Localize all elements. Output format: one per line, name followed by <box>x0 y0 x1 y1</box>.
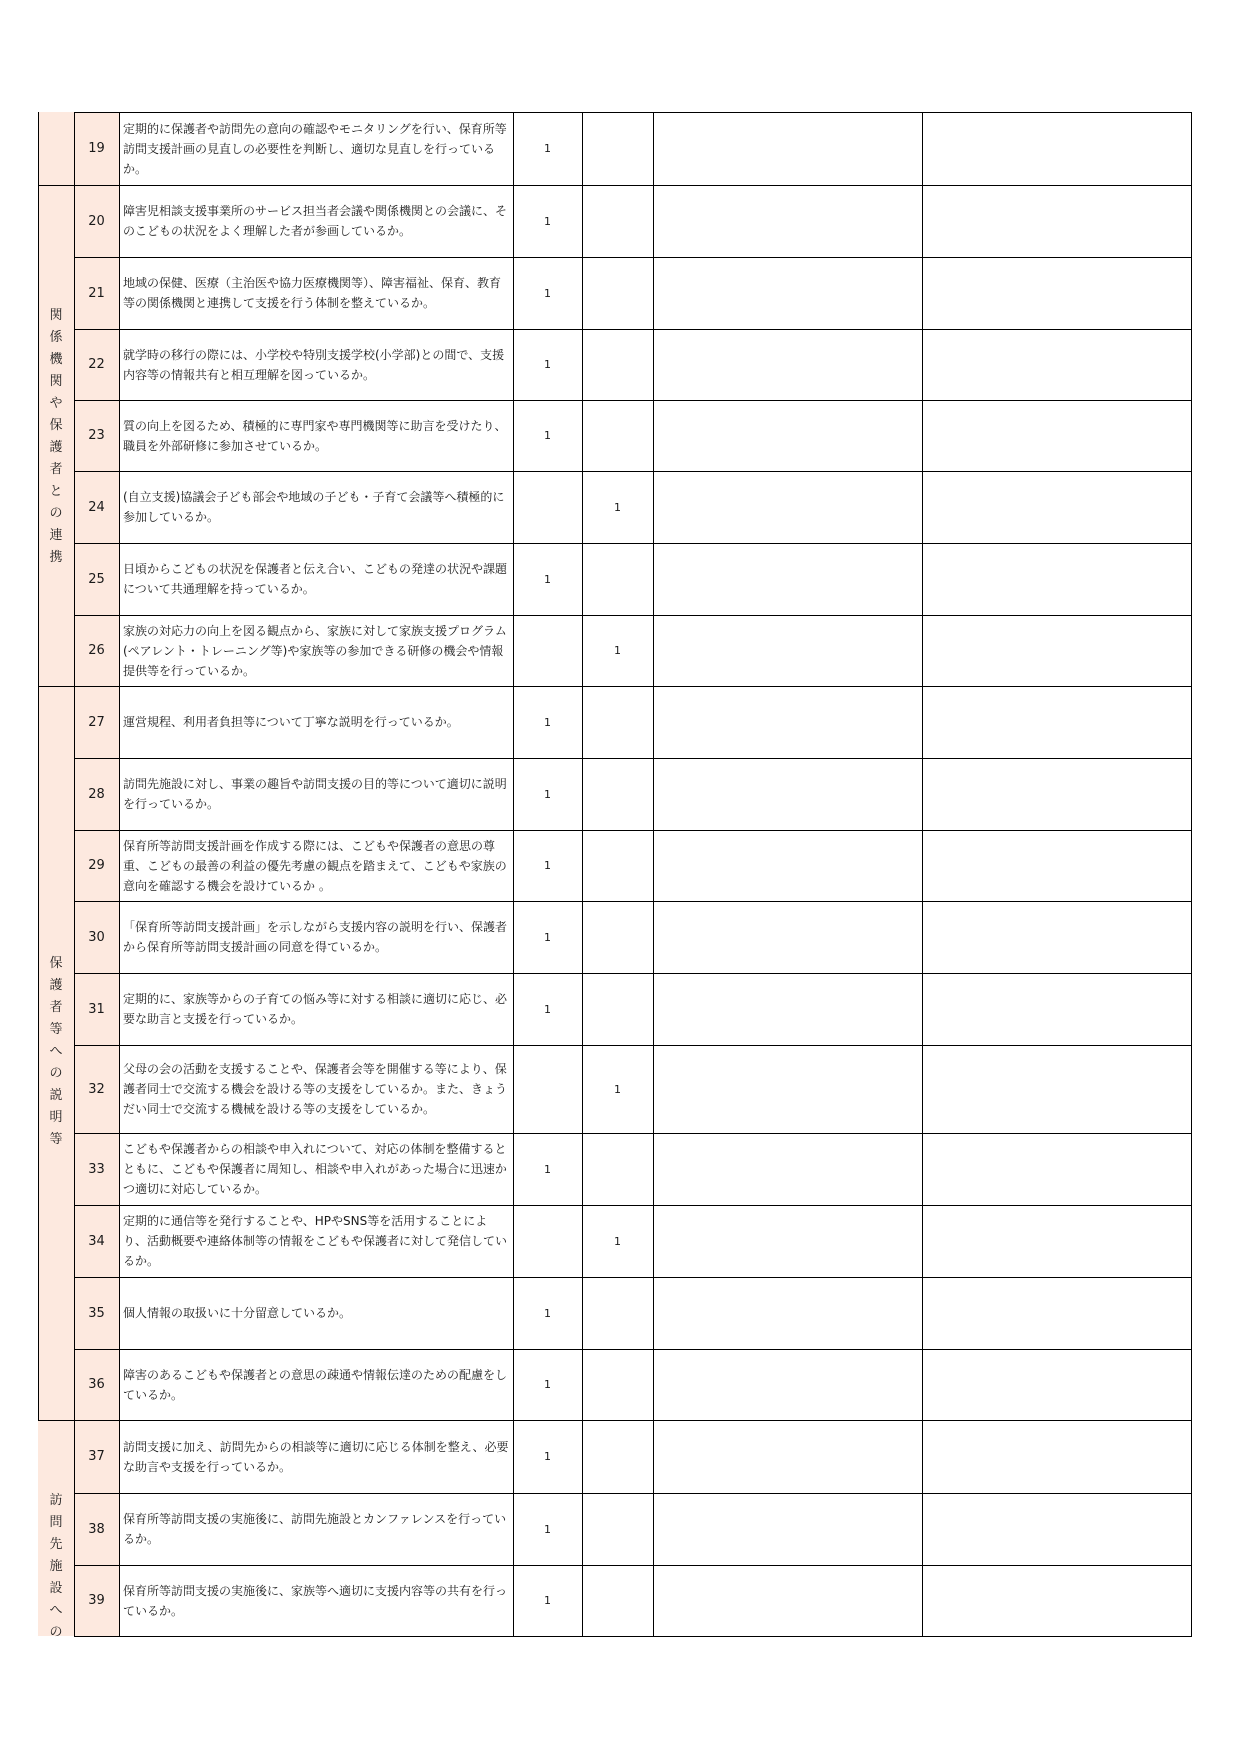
category-char: と <box>49 484 63 499</box>
question-number: 23 <box>88 428 105 443</box>
comment-cell-1[interactable] <box>653 112 922 185</box>
comment-cell-2[interactable] <box>922 1045 1191 1133</box>
row-border <box>74 329 1192 330</box>
category-label <box>38 953 74 1151</box>
no-cell[interactable] <box>582 758 653 830</box>
yes-cell[interactable]: 1 <box>544 572 551 586</box>
row-border <box>74 112 1192 113</box>
comment-cell-1[interactable] <box>653 973 922 1045</box>
row-border <box>74 1565 1192 1566</box>
question-number: 22 <box>88 357 105 372</box>
question-number: 24 <box>88 499 105 515</box>
comment-cell-2[interactable] <box>922 112 1191 185</box>
comment-cell-1[interactable] <box>653 1493 922 1565</box>
question-text: 障害児相談支援事業所のサービス担当者会議や関係機関との会議に、そのこどもの状況をよく理解した者が参画しているか。 <box>123 204 508 238</box>
category-char: 携 <box>49 550 63 565</box>
question-text: 保育所等訪問支援の実施後に、訪問先施設とカンファレンスを行っているか。 <box>123 1512 507 1546</box>
yes-cell[interactable]: 1 <box>544 930 551 944</box>
comment-cell-2[interactable] <box>922 901 1191 973</box>
category-char: へ <box>49 1044 63 1059</box>
row-border <box>74 686 1192 687</box>
no-cell[interactable] <box>582 543 653 615</box>
yes-cell[interactable]: 1 <box>544 214 551 228</box>
comment-cell-1[interactable] <box>653 471 922 543</box>
question-number: 27 <box>88 714 105 730</box>
category-char: 問 <box>49 1515 63 1530</box>
no-cell[interactable] <box>582 329 653 400</box>
question-number: 36 <box>88 1377 105 1392</box>
row-border <box>74 1277 1192 1278</box>
category-char: 護 <box>49 978 63 993</box>
comment-cell-1[interactable] <box>653 1349 922 1420</box>
yes-cell[interactable]: 1 <box>544 1378 551 1391</box>
row-border <box>74 1636 1192 1637</box>
question-number: 20 <box>88 213 105 229</box>
comment-cell-2[interactable] <box>922 1493 1191 1565</box>
row-border <box>74 1205 1192 1206</box>
comment-cell-2[interactable] <box>922 400 1191 471</box>
row-border <box>74 830 1192 831</box>
comment-cell-1[interactable] <box>653 758 922 830</box>
comment-cell-1[interactable] <box>653 1045 922 1133</box>
yes-cell[interactable] <box>513 1205 582 1277</box>
comment-cell-1[interactable] <box>653 686 922 758</box>
no-cell[interactable] <box>582 1277 653 1349</box>
yes-cell[interactable]: 1 <box>544 787 551 801</box>
question-number: 21 <box>88 285 105 301</box>
comment-cell-2[interactable] <box>922 830 1191 901</box>
question-number: 39 <box>88 1593 105 1608</box>
question-text: 個人情報の取扱いに十分留意しているか。 <box>123 1306 352 1320</box>
comment-cell-2[interactable] <box>922 185 1191 257</box>
question-text: 家族の対応力の向上を図る観点から、家族に対して家族支援プログラム(ペアレント・トレーニング等)や家族等の参加できる研修の機会や情報提供等を行っているか。 <box>123 623 507 678</box>
question-number: 19 <box>88 141 105 156</box>
category-border <box>38 686 74 687</box>
question-text: 定期的に通信等を発行することや、HPやSNS等を活用することにより、活動概要や連絡体制等の情報をこどもや保護者に対して発信しているか。 <box>123 1214 508 1268</box>
comment-cell-2[interactable] <box>922 543 1191 615</box>
row-border <box>74 1045 1192 1046</box>
category-label <box>38 305 74 569</box>
no-cell[interactable] <box>582 112 653 185</box>
comment-cell-2[interactable] <box>922 329 1191 400</box>
comment-cell-2[interactable] <box>922 1277 1191 1349</box>
row-border <box>74 543 1192 544</box>
question-text: 定期的に、家族等からの子育ての悩み等に対する相談に適切に応じ、必要な助言と支援を行っているか。 <box>123 992 508 1026</box>
column-border <box>513 112 514 1637</box>
no-cell[interactable] <box>582 1493 653 1565</box>
yes-cell[interactable]: 1 <box>544 859 551 872</box>
question-number: 30 <box>88 929 105 945</box>
comment-cell-2[interactable] <box>922 686 1191 758</box>
yes-cell[interactable]: 1 <box>544 1162 551 1176</box>
column-border <box>922 112 923 1637</box>
row-border <box>74 257 1192 258</box>
yes-cell[interactable]: 1 <box>544 1450 551 1463</box>
yes-cell[interactable]: 1 <box>544 715 551 729</box>
no-cell[interactable]: 1 <box>614 644 621 657</box>
no-cell[interactable]: 1 <box>614 500 621 514</box>
comment-cell-2[interactable] <box>922 257 1191 329</box>
category-char: へ <box>49 1603 63 1618</box>
category-char: 訪 <box>49 1493 63 1508</box>
question-text: こどもや保護者からの相談や申入れについて、対応の体制を整備するとともに、こどもや保護者に周知し、相談や申入れがあった場合に迅速かつ適切に対応しているか。 <box>123 1142 507 1196</box>
no-cell[interactable] <box>582 1133 653 1205</box>
no-cell[interactable]: 1 <box>614 1082 621 1096</box>
row-border <box>74 973 1192 974</box>
no-cell[interactable] <box>582 185 653 257</box>
yes-cell[interactable]: 1 <box>544 358 551 371</box>
comment-cell-1[interactable] <box>653 329 922 400</box>
category-char: 説 <box>49 1088 63 1103</box>
yes-cell[interactable] <box>513 1045 582 1133</box>
question-text: 保育所等訪問支援計画を作成する際には、こどもや保護者の意思の尊重、こどもの最善の利益の優先考慮の観点を踏まえて、こどもや家族の意向を確認する機会を設けているか 。 <box>123 838 507 893</box>
category-char: の <box>49 1066 63 1081</box>
comment-cell-2[interactable] <box>922 1420 1191 1493</box>
no-cell[interactable] <box>582 1565 653 1636</box>
category-char: の <box>49 1625 63 1640</box>
yes-cell[interactable]: 1 <box>544 1594 551 1607</box>
comment-cell-2[interactable] <box>922 1205 1191 1277</box>
row-border <box>74 758 1192 759</box>
category-border <box>38 185 74 186</box>
comment-cell-1[interactable] <box>653 901 922 973</box>
row-border <box>74 1349 1192 1350</box>
yes-cell[interactable]: 1 <box>544 142 551 155</box>
row-border <box>74 1133 1192 1134</box>
yes-cell[interactable]: 1 <box>544 1002 551 1016</box>
question-text: 障害のあるこどもや保護者との意思の疎通や情報伝達のための配慮をしているか。 <box>123 1367 508 1402</box>
category-char: 者 <box>49 462 63 477</box>
question-number: 28 <box>88 786 105 802</box>
question-text: 保育所等訪問支援の実施後に、家族等へ適切に支援内容等の共有を行っているか。 <box>123 1583 508 1618</box>
comment-cell-1[interactable] <box>653 543 922 615</box>
yes-cell[interactable]: 1 <box>544 286 551 300</box>
comment-cell-1[interactable] <box>653 830 922 901</box>
comment-cell-1[interactable] <box>653 1565 922 1636</box>
category-char: 先 <box>49 1537 63 1552</box>
comment-cell-2[interactable] <box>922 471 1191 543</box>
row-border <box>74 185 1192 186</box>
comment-cell-1[interactable] <box>653 1133 922 1205</box>
category-char: 明 <box>49 1110 63 1125</box>
question-text: 就学時の移行の際には、小学校や特別支援学校(小学部)との間で、支援内容等の情報共有と相互理解を図っているか。 <box>123 347 505 382</box>
question-text: 訪問先施設に対し、事業の趣旨や訪問支援の目的等について適切に説明を行っているか。 <box>123 777 507 811</box>
comment-cell-1[interactable] <box>653 400 922 471</box>
question-text: 定期的に保護者や訪問先の意向の確認やモニタリングを行い、保育所等訪問支援計画の見直しの必要性を判断し、適切な見直しを行っているか。 <box>123 121 507 176</box>
category-char: 保 <box>49 418 63 433</box>
yes-cell[interactable]: 1 <box>544 1306 551 1320</box>
question-text: 訪問支援に加え、訪問先からの相談等に適切に応じる体制を整え、必要な助言や支援を行っているか。 <box>123 1439 509 1474</box>
row-border <box>74 471 1192 472</box>
category-char: 係 <box>49 330 63 345</box>
column-border <box>38 112 39 1420</box>
question-number: 33 <box>88 1161 105 1177</box>
comment-cell-2[interactable] <box>922 1133 1191 1205</box>
no-cell[interactable] <box>582 400 653 471</box>
question-number: 31 <box>88 1001 105 1017</box>
row-border <box>74 1420 1192 1421</box>
question-number: 26 <box>88 643 105 658</box>
row-border <box>74 901 1192 902</box>
question-text: 運営規程、利用者負担等について丁寧な説明を行っているか。 <box>123 715 459 729</box>
question-number: 25 <box>88 571 105 587</box>
comment-cell-2[interactable] <box>922 1349 1191 1420</box>
category-char: や <box>49 396 63 411</box>
comment-cell-2[interactable] <box>922 1565 1191 1636</box>
no-cell[interactable]: 1 <box>614 1234 621 1248</box>
column-border <box>653 112 654 1637</box>
question-number: 32 <box>88 1081 105 1097</box>
category-char: 設 <box>49 1581 63 1596</box>
question-text: 日頃からこどもの状況を保護者と伝え合い、こどもの発達の状況や課題について共通理解を持っているか。 <box>123 562 508 596</box>
question-number: 37 <box>88 1449 105 1464</box>
category-char: の <box>49 506 63 521</box>
yes-cell[interactable]: 1 <box>544 429 551 442</box>
category-char: 等 <box>49 1022 63 1037</box>
category-char: 機 <box>49 352 63 367</box>
category-border <box>38 1420 74 1421</box>
question-number: 38 <box>88 1521 105 1537</box>
category-char: 護 <box>49 440 63 455</box>
category-char: 者 <box>49 1000 63 1015</box>
row-border <box>74 1493 1192 1494</box>
row-border <box>74 615 1192 616</box>
no-cell[interactable] <box>582 686 653 758</box>
column-border <box>582 112 583 1637</box>
question-text: 質の向上を図るため、積極的に専門家や専門機関等に助言を受けたり、職員を外部研修に参加させているか。 <box>123 418 507 453</box>
column-border <box>1191 112 1192 1637</box>
no-cell[interactable] <box>582 1420 653 1493</box>
question-number: 35 <box>88 1305 105 1321</box>
category-char: 関 <box>49 374 63 389</box>
yes-cell[interactable] <box>513 615 582 686</box>
question-text: (自立支援)協議会子ども部会や地域の子ども・子育て会議等へ積極的に参加しているか。 <box>123 490 505 524</box>
yes-cell[interactable]: 1 <box>544 1522 551 1536</box>
no-cell[interactable] <box>582 1349 653 1420</box>
question-text: 地域の保健、医療（主治医や協力医療機関等）、障害福祉、保育、教育等の関係機関と連携して支援を行う体制を整えているか。 <box>123 276 502 310</box>
category-char: 等 <box>49 1132 63 1147</box>
category-char: 関 <box>49 308 63 323</box>
yes-cell[interactable] <box>513 471 582 543</box>
comment-cell-1[interactable] <box>653 1277 922 1349</box>
comment-cell-2[interactable] <box>922 973 1191 1045</box>
category-char: 連 <box>49 528 63 543</box>
category-char: 保 <box>49 956 63 971</box>
question-number: 29 <box>88 858 105 873</box>
no-cell[interactable] <box>582 257 653 329</box>
comment-cell-1[interactable] <box>653 1205 922 1277</box>
comment-cell-2[interactable] <box>922 758 1191 830</box>
comment-cell-1[interactable] <box>653 615 922 686</box>
no-cell[interactable] <box>582 901 653 973</box>
comment-cell-2[interactable] <box>922 615 1191 686</box>
category-label <box>38 1490 74 1644</box>
question-text: 「保育所等訪問支援計画」を示しながら支援内容の説明を行い、保護者から保育所等訪問支援計画の同意を得ているか。 <box>123 920 508 954</box>
no-cell[interactable] <box>582 830 653 901</box>
row-border <box>74 400 1192 401</box>
comment-cell-1[interactable] <box>653 257 922 329</box>
column-border <box>74 112 75 1636</box>
question-number: 34 <box>88 1233 105 1249</box>
question-text: 父母の会の活動を支援することや、保護者会等を開催する等により、保護者同士で交流する機会を設ける等の支援をしているか。また、きょうだい同士で交流する機械を設ける等の支援をしているか。 <box>123 1062 508 1116</box>
column-border <box>119 112 120 1637</box>
category-char: 施 <box>49 1559 63 1574</box>
no-cell[interactable] <box>582 973 653 1045</box>
comment-cell-1[interactable] <box>653 185 922 257</box>
comment-cell-1[interactable] <box>653 1420 922 1493</box>
